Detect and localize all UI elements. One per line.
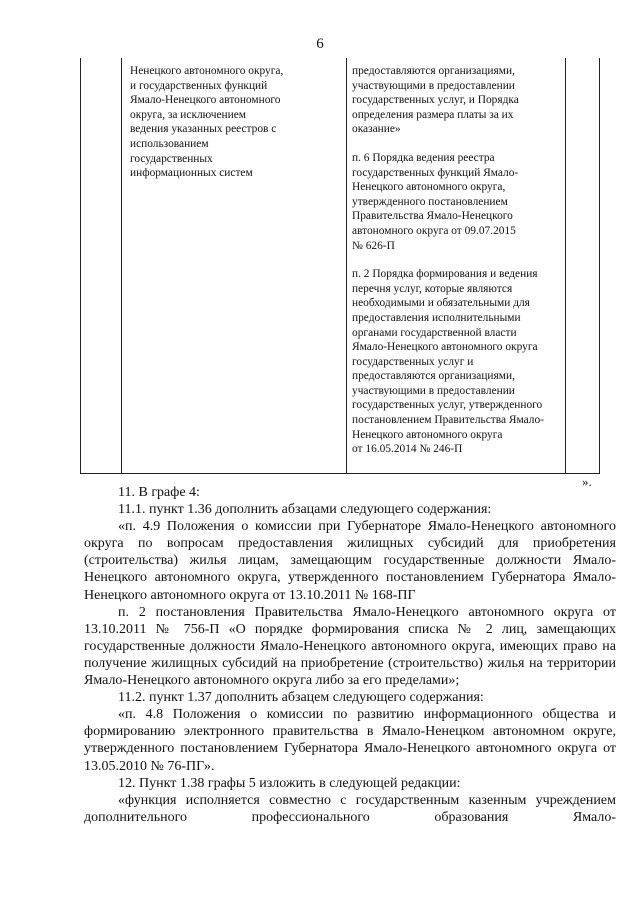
table-border-left [80,58,81,474]
cell-line: утвержденного постановлением [352,195,508,208]
table-cell-function-name [130,64,283,181]
cell-line: государственных услуг и [352,355,474,368]
cell-line: и государственных функций [130,79,268,92]
body-text [84,484,616,826]
cell-line: автономного округа от 09.07.2015 [352,224,516,237]
cell-line: предоставляются организациями, [352,65,515,77]
paragraph-item-11: 11. В графе 4: [118,485,200,500]
cell-line: необходимыми и обязательными для [352,297,530,310]
cell-line: Ненецкого автономного округа [352,428,503,441]
cell-line: участвующими в предоставлении [352,384,515,397]
paragraph-item-11-1: 11.1. пункт 1.36 дополнить абзацами следующего содержания: [118,502,492,518]
closing-quote: ». [582,474,592,489]
table-column-divider-1 [121,58,122,474]
cell-line: Ненецкого автономного округа, [352,181,506,194]
cell-line: п. 6 Порядка ведения реестра [352,151,495,164]
cell-line: п. 2 Порядка формирования и ведения [352,268,538,281]
cell-line: Ямало-Ненецкого автономного [130,94,281,107]
cell-line: № 626-П [352,239,395,252]
cell-line: предоставляются организациями, [352,370,515,383]
cell-line: от 16.05.2014 № 246-П [352,443,463,456]
table-border-bottom [80,473,600,474]
paragraph-item-11-2: 11.2. пункт 1.37 дополнить абзацем следующего содержания: [118,690,484,706]
paragraph-function-text: «функция исполняется совместно с государственным казенным учреждением дополнительного профессионального образования Ямало- [84,792,616,825]
cell-line: государственных услуг, утвержденного [352,399,543,412]
table-border-right [599,58,600,474]
table-cell-legal-basis [352,64,544,457]
cell-line: оказание» [352,123,401,136]
cell-line: Правительства Ямало-Ненецкого [352,210,513,223]
paragraph-quote-4-9: «п. 4.9 Положения о комиссии при Губернаторе Ямало-Ненецкого автономного округа по вопросам предоставления жилищных субсидий для приобретения (строительства) жилья лицам, замещающим государственные должности Ямало-Ненецкого автономного округа, утвержденного постановлением Губернатора Ямало-Ненецкого автономного округа от 13.10.2011 № 168-ПГ [84,519,616,603]
paragraph-item-12: 12. Пункт 1.38 графы 5 изложить в следующей редакции: [118,775,461,791]
cell-line: округа, за исключением [130,108,246,121]
cell-line: государственных услуг, и Порядка [352,94,519,107]
paragraph-quote-4-8: «п. 4.8 Положения о комиссии по развитию информационного общества и формированию электронного правительства в Ямало-Ненецком автономном округе, утвержденного постановлением Губернатора Ямало-Ненецкого автономного округа от 13.05.2010 № 76-ПГ». [84,707,616,774]
cell-line: постановлением Правительства Ямало- [352,414,544,427]
cell-line: участвующими в предоставлении [352,79,515,92]
cell-line: органами государственной власти [352,326,517,339]
cell-line: предоставления исполнительными [352,311,521,324]
cell-line: использованием [130,137,209,150]
page-number: 6 [316,36,324,52]
table-column-divider-2 [346,58,347,474]
cell-line: государственных функций Ямало- [352,166,519,179]
cell-line: государственных [130,152,213,165]
cell-line: перечня услуг, которые являются [352,282,513,295]
paragraph-resolution-756: п. 2 постановления Правительства Ямало-Ненецкого автономного округа от 13.10.2011 № 756-П «О порядке формирования списка № 2 лиц, замещающих государственные должности Ямало-Ненецкого автономного округа, имеющих право на получение жилищных субсидий на приобретение (строительство) жилья на территории Ямало-Ненецкого автономного округа либо за его пределами»; [84,604,616,689]
cell-line: информационных систем [130,167,253,180]
table-column-divider-3 [565,58,566,474]
cell-line: Ямало-Ненецкого автономного округа [352,341,538,354]
cell-line: определения размера платы за их [352,108,514,121]
continuation-table [80,58,600,474]
cell-line: ведения указанных реестров с [130,123,277,136]
cell-line: Ненецкого автономного округа, [130,65,284,77]
